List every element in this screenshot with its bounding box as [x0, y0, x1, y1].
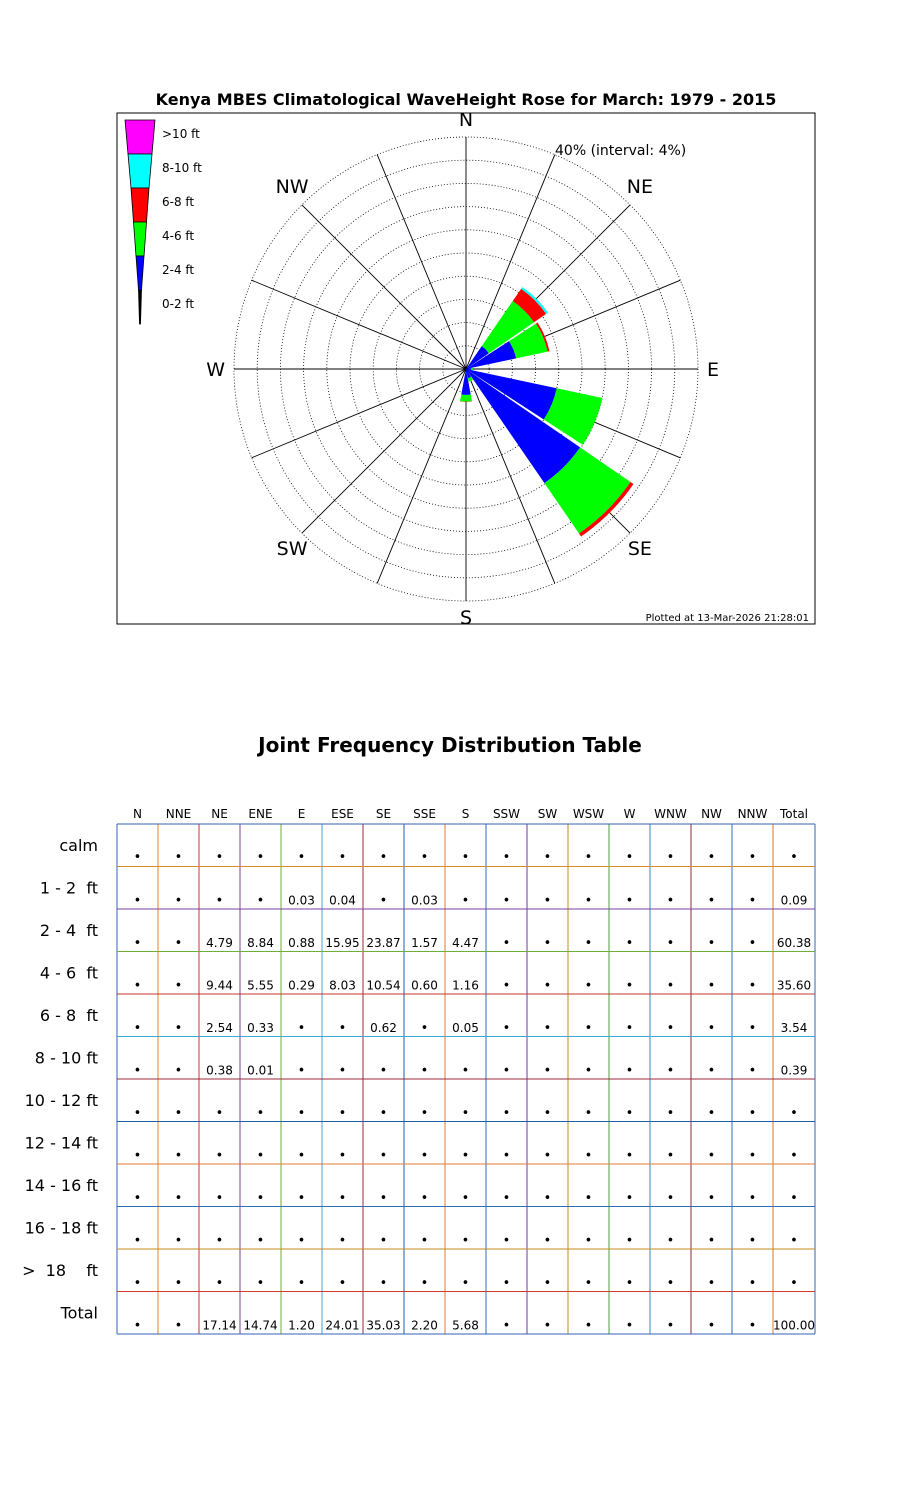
table-cell: •: [666, 1233, 675, 1249]
table-cell: •: [790, 1191, 798, 1206]
table-cell: •: [707, 1318, 716, 1334]
table-cell: •: [625, 1063, 634, 1079]
table-cell: •: [790, 1106, 798, 1121]
table-cell: •: [748, 1106, 757, 1121]
table-cell: •: [584, 1063, 593, 1079]
table-cell: •: [790, 1233, 798, 1249]
table-cell: •: [256, 1276, 265, 1291]
legend-swatch-3: [134, 222, 147, 256]
table-cell: •: [133, 1021, 142, 1036]
column-header-e: E: [297, 807, 306, 821]
table-cell: 0.88: [288, 936, 315, 950]
column-header-total: Total: [779, 807, 809, 821]
table-cell: •: [297, 1148, 306, 1164]
table-cell: 0.60: [411, 978, 438, 993]
row-label: 4 - 6 ft: [39, 963, 98, 983]
table-cell: •: [133, 1148, 142, 1164]
table-cell: •: [502, 850, 511, 865]
table-cell: •: [215, 1233, 224, 1249]
table-cell: •: [543, 978, 552, 994]
table-cell: 14.74: [243, 1318, 278, 1333]
table-cell: •: [133, 1106, 142, 1121]
table-cell: 0.29: [288, 978, 315, 993]
table-cell: 4.79: [206, 936, 233, 950]
legend-label-5: 0-2 ft: [162, 297, 195, 311]
table-cell: 5.68: [452, 1318, 479, 1333]
table-cell: •: [338, 1233, 347, 1249]
table-cell: •: [584, 978, 593, 994]
table-cell: •: [379, 1191, 388, 1206]
column-header-sw: SW: [537, 807, 558, 821]
table-cell: •: [666, 1318, 675, 1334]
table-cell: •: [420, 1276, 429, 1291]
row-label: > 18 ft: [22, 1261, 98, 1280]
table-cell: 8.03: [329, 978, 356, 993]
table-cell: •: [502, 893, 511, 909]
legend-swatch-1: [128, 154, 152, 188]
table-cell: •: [748, 1148, 757, 1164]
legend-swatch-2: [131, 188, 149, 222]
column-header-n: N: [133, 807, 142, 821]
row-label: Total: [60, 1303, 98, 1323]
table-cell: •: [215, 850, 224, 865]
table-cell: •: [461, 1148, 470, 1164]
table-cell: 2.54: [206, 1021, 233, 1035]
table-cell: 0.01: [247, 1063, 274, 1078]
table-cell: •: [133, 936, 142, 951]
row-label: 6 - 8 ft: [39, 1006, 98, 1025]
table-cell: •: [707, 1233, 716, 1249]
column-header-ese: ESE: [331, 807, 354, 821]
table-title: Joint Frequency Distribution Table: [258, 733, 642, 757]
table-cell: •: [502, 1106, 511, 1121]
table-cell: •: [584, 936, 593, 951]
legend-label-1: 8-10 ft: [162, 161, 202, 175]
table-cell: •: [543, 1233, 552, 1249]
column-header-w: W: [623, 807, 636, 821]
table-cell: •: [297, 1233, 306, 1249]
table-cell: •: [625, 850, 634, 865]
table-cell: •: [338, 1063, 347, 1079]
row-label: 8 - 10 ft: [34, 1048, 98, 1068]
compass-label-e: E: [707, 359, 720, 381]
table-cell: •: [174, 1318, 183, 1334]
table-cell: 0.38: [206, 1063, 233, 1078]
table-cell: •: [461, 893, 470, 909]
legend-label-4: 2-4 ft: [162, 263, 195, 277]
table-cell: •: [502, 1021, 511, 1036]
table-cell: •: [666, 1063, 675, 1079]
table-cell: •: [174, 936, 183, 951]
table-cell: 0.33: [247, 1021, 274, 1035]
column-header-sse: SSE: [413, 807, 436, 821]
table-cell: •: [543, 936, 552, 951]
table-cell: 35.60: [776, 978, 812, 993]
table-cell: 10.54: [366, 978, 401, 993]
table-cell: 1.20: [288, 1318, 315, 1333]
chart-title: Kenya MBES Climatological WaveHeight Rose for March: 1979 - 2015: [155, 90, 777, 109]
table-cell: •: [215, 893, 224, 909]
table-cell: •: [379, 893, 388, 909]
compass-label-nw: NW: [275, 176, 309, 199]
table-cell: •: [666, 1021, 675, 1036]
table-cell: •: [584, 1318, 593, 1334]
wave-rose-chart: [0, 0, 900, 660]
table-cell: •: [748, 1276, 757, 1291]
table-cell: •: [338, 1148, 347, 1164]
table-cell: •: [502, 936, 511, 951]
table-cell: •: [420, 1191, 429, 1206]
plot-timestamp: Plotted at 13-Mar-2026 21:28:01: [645, 613, 809, 624]
table-cell: •: [666, 978, 675, 994]
table-cell: •: [420, 1021, 429, 1036]
column-header-ne: NE: [211, 807, 228, 821]
compass-label-ne: NE: [626, 176, 654, 199]
table-cell: •: [707, 1106, 716, 1121]
table-cell: 0.03: [411, 893, 438, 908]
compass-label-n: N: [458, 109, 474, 131]
legend-label-2: 6-8 ft: [162, 195, 195, 209]
column-header-s: S: [461, 807, 470, 821]
table-cell: •: [133, 978, 142, 994]
table-cell: •: [625, 893, 634, 909]
table-cell: 60.38: [776, 936, 812, 950]
table-cell: •: [502, 1191, 511, 1206]
row-label: 10 - 12 ft: [24, 1091, 98, 1110]
table-cell: •: [748, 1233, 757, 1249]
table-cell: 5.55: [247, 978, 274, 993]
table-cell: •: [133, 1276, 142, 1291]
table-cell: •: [256, 1148, 265, 1164]
table-cell: •: [174, 1233, 183, 1249]
table-cell: •: [297, 1021, 306, 1036]
row-label: 12 - 14 ft: [24, 1133, 98, 1153]
table-cell: •: [543, 1276, 552, 1291]
table-cell: •: [707, 850, 716, 865]
table-row-labels: [22, 836, 98, 1323]
table-cell: •: [625, 1318, 634, 1334]
row-label: 16 - 18 ft: [24, 1218, 98, 1238]
table-cell: •: [297, 1276, 306, 1291]
table-cell: •: [666, 850, 675, 865]
table-cell: •: [461, 1233, 470, 1249]
row-label: 1 - 2 ft: [39, 878, 98, 898]
table-cell: •: [543, 1021, 552, 1036]
table-cell: •: [666, 893, 675, 909]
table-header: [133, 807, 808, 821]
column-header-nne: NNE: [165, 807, 192, 821]
joint-frequency-table: [0, 790, 900, 1350]
table-cell: •: [256, 893, 265, 909]
table-cell: •: [338, 1191, 347, 1206]
legend-label-3: 4-6 ft: [162, 229, 195, 243]
table-cell: •: [502, 978, 511, 994]
table-cell: •: [790, 1148, 798, 1164]
table-cell: 0.09: [780, 893, 808, 908]
table-cell: 0.62: [370, 1021, 397, 1035]
column-header-wnw: WNW: [654, 807, 687, 821]
table-cell: •: [338, 1021, 347, 1036]
table-cell: •: [379, 1063, 388, 1079]
table-cell: •: [666, 1276, 675, 1291]
table-cell: •: [666, 1106, 675, 1121]
table-cell: •: [748, 936, 757, 951]
compass-label-s: S: [459, 607, 473, 629]
table-cell: •: [707, 936, 716, 951]
table-cell: •: [543, 1063, 552, 1079]
table-cell: •: [707, 1063, 716, 1079]
table-cell: •: [174, 1276, 183, 1291]
table-cell: •: [625, 978, 634, 994]
table-cell: •: [584, 1191, 593, 1206]
table-cell: •: [420, 1233, 429, 1249]
table-cell: •: [584, 893, 593, 909]
table-cell: •: [748, 893, 757, 909]
table-cell: •: [543, 850, 552, 865]
table-cell: •: [502, 1276, 511, 1291]
table-cell: •: [379, 850, 388, 865]
table-cell: 0.03: [288, 893, 315, 908]
table-cell: •: [502, 1148, 511, 1164]
table-cell: 0.05: [452, 1021, 479, 1035]
table-cell: •: [748, 1063, 757, 1079]
table-cell: •: [625, 936, 634, 951]
table-cell: •: [707, 893, 716, 909]
table-cell: •: [625, 1106, 634, 1121]
table-cell: •: [297, 1191, 306, 1206]
table-cell: •: [461, 1106, 470, 1121]
table-cell: •: [584, 1021, 593, 1036]
table-cell: •: [133, 1063, 142, 1079]
table-cell: •: [543, 1148, 552, 1164]
petal-segment-e-2: [471, 368, 473, 371]
table-cell: •: [707, 1191, 716, 1206]
column-header-wsw: WSW: [572, 807, 605, 821]
table-cell: •: [748, 850, 757, 865]
table-cell: •: [338, 850, 347, 865]
row-label: 2 - 4 ft: [39, 921, 98, 940]
table-cell: 0.39: [780, 1063, 808, 1078]
table-cell: •: [748, 978, 757, 994]
table-cell: •: [666, 1148, 675, 1164]
table-cell: •: [338, 1276, 347, 1291]
table-cell: •: [502, 1318, 511, 1334]
table-cell: •: [625, 1021, 634, 1036]
table-cell: •: [174, 1191, 183, 1206]
table-cell: •: [584, 850, 593, 865]
table-cell: •: [174, 850, 183, 865]
table-cell: •: [543, 1318, 552, 1334]
table-cell: •: [133, 893, 142, 909]
table-cell: •: [338, 1106, 347, 1121]
table-cell: 4.47: [452, 936, 479, 950]
table-cell: 2.20: [411, 1318, 438, 1333]
table-cell: •: [584, 1148, 593, 1164]
table-cell: •: [256, 1191, 265, 1206]
table-cell: •: [174, 1148, 183, 1164]
table-cell: 24.01: [325, 1318, 360, 1333]
row-label: 14 - 16 ft: [24, 1176, 98, 1195]
table-cell: •: [707, 1148, 716, 1164]
table-cell: 9.44: [206, 978, 233, 993]
table-cell: •: [174, 1063, 183, 1079]
table-cell: •: [543, 1106, 552, 1121]
table-cell: •: [584, 1276, 593, 1291]
table-cell: 1.57: [411, 936, 438, 950]
table-cell: •: [461, 850, 470, 865]
legend-swatch-5: [139, 290, 142, 324]
table-cell: 23.87: [366, 936, 401, 950]
table-cell: •: [461, 1276, 470, 1291]
legend-label-0: >10 ft: [162, 127, 200, 141]
table-cell: •: [790, 1276, 798, 1291]
table-cell: •: [133, 1233, 142, 1249]
table-cell: •: [461, 1191, 470, 1206]
table-cell: 35.03: [366, 1318, 401, 1333]
table-cell: •: [133, 1318, 142, 1334]
table-cell: •: [174, 1021, 183, 1036]
table-cell: •: [215, 1191, 224, 1206]
legend-swatch-0: [125, 120, 155, 154]
table-cell: 100.00: [773, 1318, 815, 1333]
table-cell: •: [666, 1191, 675, 1206]
table-cell: •: [584, 1106, 593, 1121]
column-header-ssw: SSW: [492, 807, 521, 821]
table-cell: •: [215, 1106, 224, 1121]
table-cell: •: [379, 1233, 388, 1249]
table-cell: •: [625, 1148, 634, 1164]
table-cell: •: [420, 1063, 429, 1079]
row-label: calm: [59, 836, 98, 855]
table-cells: [134, 850, 815, 1334]
column-header-se: SE: [375, 807, 392, 821]
table-cell: •: [297, 1063, 306, 1079]
table-cell: •: [666, 936, 675, 951]
table-cell: •: [625, 1276, 634, 1291]
table-cell: •: [502, 1233, 511, 1249]
table-cell: •: [748, 1318, 757, 1334]
column-header-nnw: NNW: [737, 807, 768, 821]
table-cell: •: [379, 1276, 388, 1291]
compass-label-se: SE: [627, 537, 652, 560]
compass-label-sw: SW: [276, 537, 308, 560]
table-cell: •: [502, 1063, 511, 1079]
table-cell: 1.16: [452, 978, 479, 993]
table-cell: •: [256, 1106, 265, 1121]
table-cell: •: [133, 850, 142, 865]
table-cell: •: [420, 850, 429, 865]
table-cell: •: [748, 1191, 757, 1206]
scale-label: 40% (interval: 4%): [555, 143, 687, 159]
table-cell: •: [748, 1021, 757, 1036]
table-cell: •: [790, 850, 798, 865]
petal-segment-s-2: [460, 394, 472, 401]
table-cell: 8.84: [247, 936, 274, 950]
compass-label-w: W: [206, 359, 225, 381]
table-cell: •: [256, 850, 265, 865]
table-cell: •: [256, 1233, 265, 1249]
column-header-ene: ENE: [248, 807, 273, 821]
column-header-nw: NW: [701, 807, 722, 821]
table-cell: •: [625, 1233, 634, 1249]
table-cell: •: [461, 1063, 470, 1079]
table-cell: •: [543, 1191, 552, 1206]
table-cell: •: [543, 893, 552, 909]
table-cell: •: [625, 1191, 634, 1206]
table-cell: •: [584, 1233, 593, 1249]
table-cell: •: [174, 1106, 183, 1121]
table-cell: •: [420, 1148, 429, 1164]
table-cell: •: [215, 1276, 224, 1291]
table-cell: •: [174, 893, 183, 909]
table-cell: •: [379, 1106, 388, 1121]
table-cell: •: [215, 1148, 224, 1164]
table-cell: •: [707, 1276, 716, 1291]
table-cell: •: [297, 1106, 306, 1121]
table-cell: 3.54: [780, 1021, 808, 1035]
table-cell: •: [707, 1021, 716, 1036]
table-cell: •: [174, 978, 183, 994]
table-cell: 15.95: [325, 936, 360, 950]
table-cell: •: [297, 850, 306, 865]
table-cell: •: [133, 1191, 142, 1206]
table-cell: 17.14: [202, 1318, 237, 1333]
table-cell: •: [379, 1148, 388, 1164]
table-cell: 0.04: [329, 893, 356, 908]
table-cell: •: [420, 1106, 429, 1121]
table-cell: •: [707, 978, 716, 994]
